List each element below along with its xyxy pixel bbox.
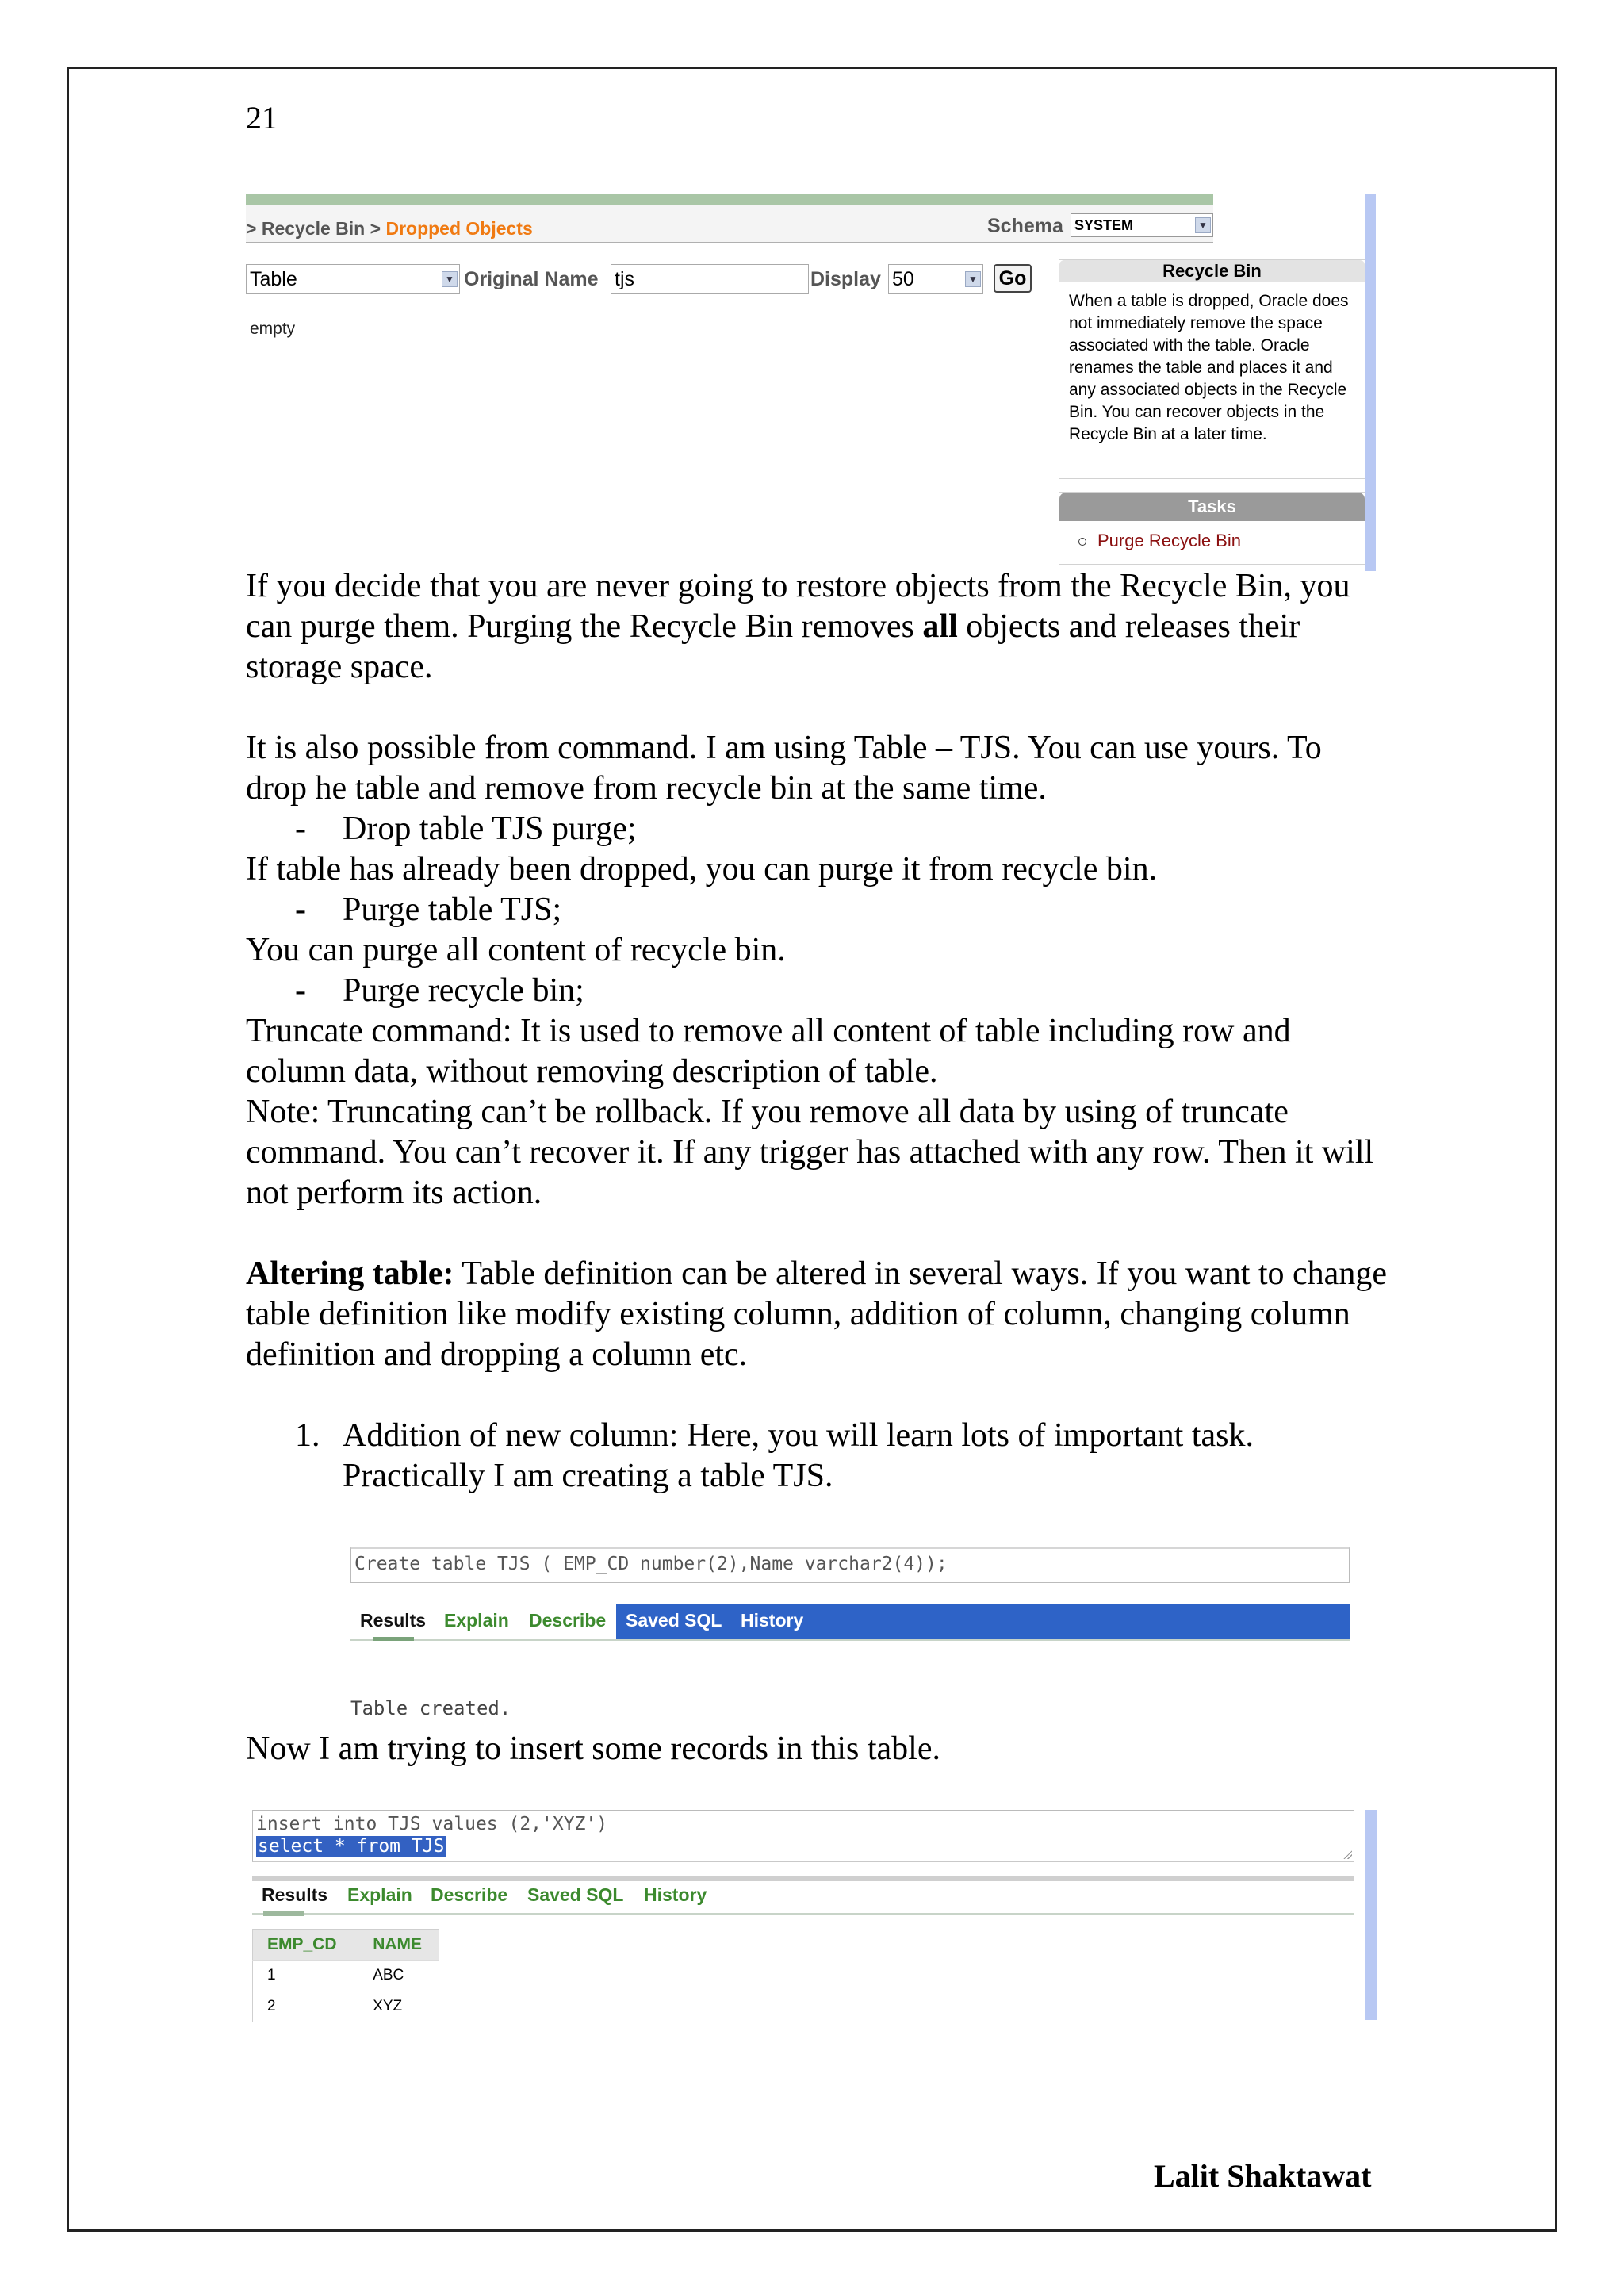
altering-heading: Altering table: [246, 1255, 454, 1292]
table-cell: 2 [253, 1991, 359, 2022]
resize-grip-icon[interactable] [1342, 1849, 1352, 1859]
chevron-down-icon: ▼ [442, 271, 458, 287]
tab-history[interactable]: History [644, 1884, 707, 1905]
chevron-down-icon: ▼ [1195, 217, 1211, 233]
display-value: 50 [892, 268, 914, 290]
paragraph-purge-text-b: objects and releases their storage space. [246, 608, 1300, 685]
sql-output: Table created. [350, 1697, 511, 1719]
tab-history[interactable]: History [741, 1610, 804, 1631]
list-item-number: 1. [295, 1417, 320, 1454]
chevron-down-icon: ▼ [965, 271, 981, 287]
purge-recycle-bin-label: Purge Recycle Bin [1097, 531, 1241, 550]
schema-select[interactable] [1071, 213, 1213, 237]
column-header: EMP_CD [253, 1930, 359, 1961]
tab-explain[interactable]: Explain [347, 1884, 412, 1905]
sql-create-screenshot [350, 1547, 1350, 1646]
paragraph-purge-text-a: If you decide that you are never going to restore objects from the Recycle Bin, you can purge them. Purging the Recycle Bin removes [246, 568, 1350, 645]
active-tab-indicator [263, 1911, 304, 1916]
tab-saved-sql[interactable]: Saved SQL [527, 1884, 624, 1905]
table-cell: 1 [253, 1961, 359, 1991]
bullet-drop-purge: - Drop table TJS purge; [295, 811, 637, 847]
bullet-drop-purge-text: Drop table TJS purge; [343, 811, 637, 847]
info-panel-title: Recycle Bin [1059, 260, 1365, 282]
tab-results[interactable]: Results [262, 1884, 328, 1905]
bullet-purge-table-text: Purge table TJS; [343, 891, 562, 928]
tabs-underline [252, 1913, 1354, 1915]
bullet-purge-table: - Purge table TJS; [295, 891, 562, 928]
original-name-input[interactable]: tjs [611, 264, 809, 294]
recycle-bin-info-panel [1059, 259, 1365, 479]
table-header-row [253, 1930, 439, 1961]
schema-label: Schema [987, 215, 1063, 237]
tab-highlight [616, 1604, 1350, 1639]
original-name-label: Original Name [464, 268, 599, 290]
display-select[interactable] [888, 264, 983, 294]
table-cell: ABC [358, 1961, 439, 1991]
tasks-panel-title: Tasks [1059, 493, 1365, 521]
paragraph-already-dropped: If table has already been dropped, you can purge it from recycle bin. [246, 851, 1158, 887]
tab-describe[interactable]: Describe [431, 1884, 508, 1905]
sql-insert-screenshot [252, 1810, 1378, 2020]
breadcrumb-recycle-bin[interactable]: Recycle Bin [261, 218, 366, 239]
paragraph-altering [246, 1254, 1388, 1375]
tab-explain[interactable]: Explain [444, 1610, 509, 1631]
paragraph-truncate: Truncate command: It is used to remove all content of table including row and column data, without removing description of table. [246, 1013, 1291, 1090]
table-row [253, 1961, 439, 1991]
recycle-bin-screenshot [246, 194, 1376, 571]
bullet-icon [1078, 538, 1086, 546]
sql-editor[interactable] [350, 1547, 1350, 1583]
sql-select-line: select * from TJS [258, 1836, 445, 1857]
page-number: 21 [246, 100, 278, 136]
tab-describe[interactable]: Describe [529, 1610, 607, 1631]
scrollbar[interactable] [1365, 1810, 1377, 2020]
breadcrumb-dropped-objects: Dropped Objects [385, 218, 533, 239]
breadcrumb-row [246, 205, 1213, 243]
breadcrumb: > Recycle Bin > Dropped Objects [246, 218, 533, 239]
active-tab-indicator [373, 1637, 414, 1641]
tab-saved-sql[interactable]: Saved SQL [626, 1610, 722, 1631]
results-table [252, 1929, 439, 2022]
paragraph-note: Note: Truncating can’t be rollback. If you remove all data by using of truncate command. You can’t recover it. If any trigger has attached with any row. Then it will not perform its action. [246, 1094, 1374, 1211]
scrollbar[interactable] [1365, 194, 1376, 571]
paragraph-insert: Now I am trying to insert some records in this table. [246, 1731, 940, 1767]
altering-text: Table definition can be altered in several ways. If you want to change table definition like modify existing column, addition of column, changing column definition and dropping a column etc. [246, 1255, 1387, 1373]
bullet-purge-recycle-bin: - Purge recycle bin; [295, 972, 584, 1009]
schema-value: SYSTEM [1074, 217, 1134, 233]
sql-insert-line: insert into TJS values (2,'XYZ') [256, 1814, 608, 1834]
object-type-value: Table [250, 268, 297, 290]
header-bar [246, 194, 1213, 205]
go-button[interactable]: Go [994, 264, 1032, 293]
object-type-select[interactable] [246, 264, 460, 294]
purge-recycle-bin-link[interactable] [1078, 531, 1241, 551]
paragraph-purge-all: You can purge all content of recycle bin. [246, 932, 786, 968]
list-item-line1: Addition of new column: Here, you will learn lots of important task. [343, 1417, 1254, 1454]
list-item-line2: Practically I am creating a table TJS. [343, 1458, 833, 1494]
sql-create-statement: Create table TJS ( EMP_CD number(2),Name varchar2(4)); [354, 1554, 948, 1574]
list-item-addition-column [295, 1416, 1389, 1497]
table-row [253, 1991, 439, 2022]
sql-editor[interactable] [252, 1810, 1354, 1862]
display-label: Display [810, 268, 881, 290]
separator [252, 1876, 1354, 1881]
tab-results[interactable]: Results [360, 1610, 427, 1631]
paragraph-purge [246, 566, 1388, 688]
footer-author: Lalit Shaktawat [1154, 2158, 1372, 2194]
column-header: NAME [358, 1930, 439, 1961]
paragraph-purge-bold: all [922, 608, 958, 645]
paragraph-command: It is also possible from command. I am using Table – TJS. You can use yours. To drop he table and remove from recycle bin at the same time. [246, 730, 1322, 807]
table-cell: XYZ [358, 1991, 439, 2022]
breadcrumb-sep-icon: > [246, 218, 262, 239]
bullet-purge-recycle-bin-text: Purge recycle bin; [343, 972, 584, 1009]
info-panel-text: When a table is dropped, Oracle does not immediately remove the space associated with the table. Oracle renames the table and places it and any associated objects in the Recycle Bin. You can recover objects in the Recycle Bin at a later time. [1069, 292, 1349, 443]
empty-message: empty [250, 320, 296, 338]
tasks-panel [1059, 492, 1365, 565]
